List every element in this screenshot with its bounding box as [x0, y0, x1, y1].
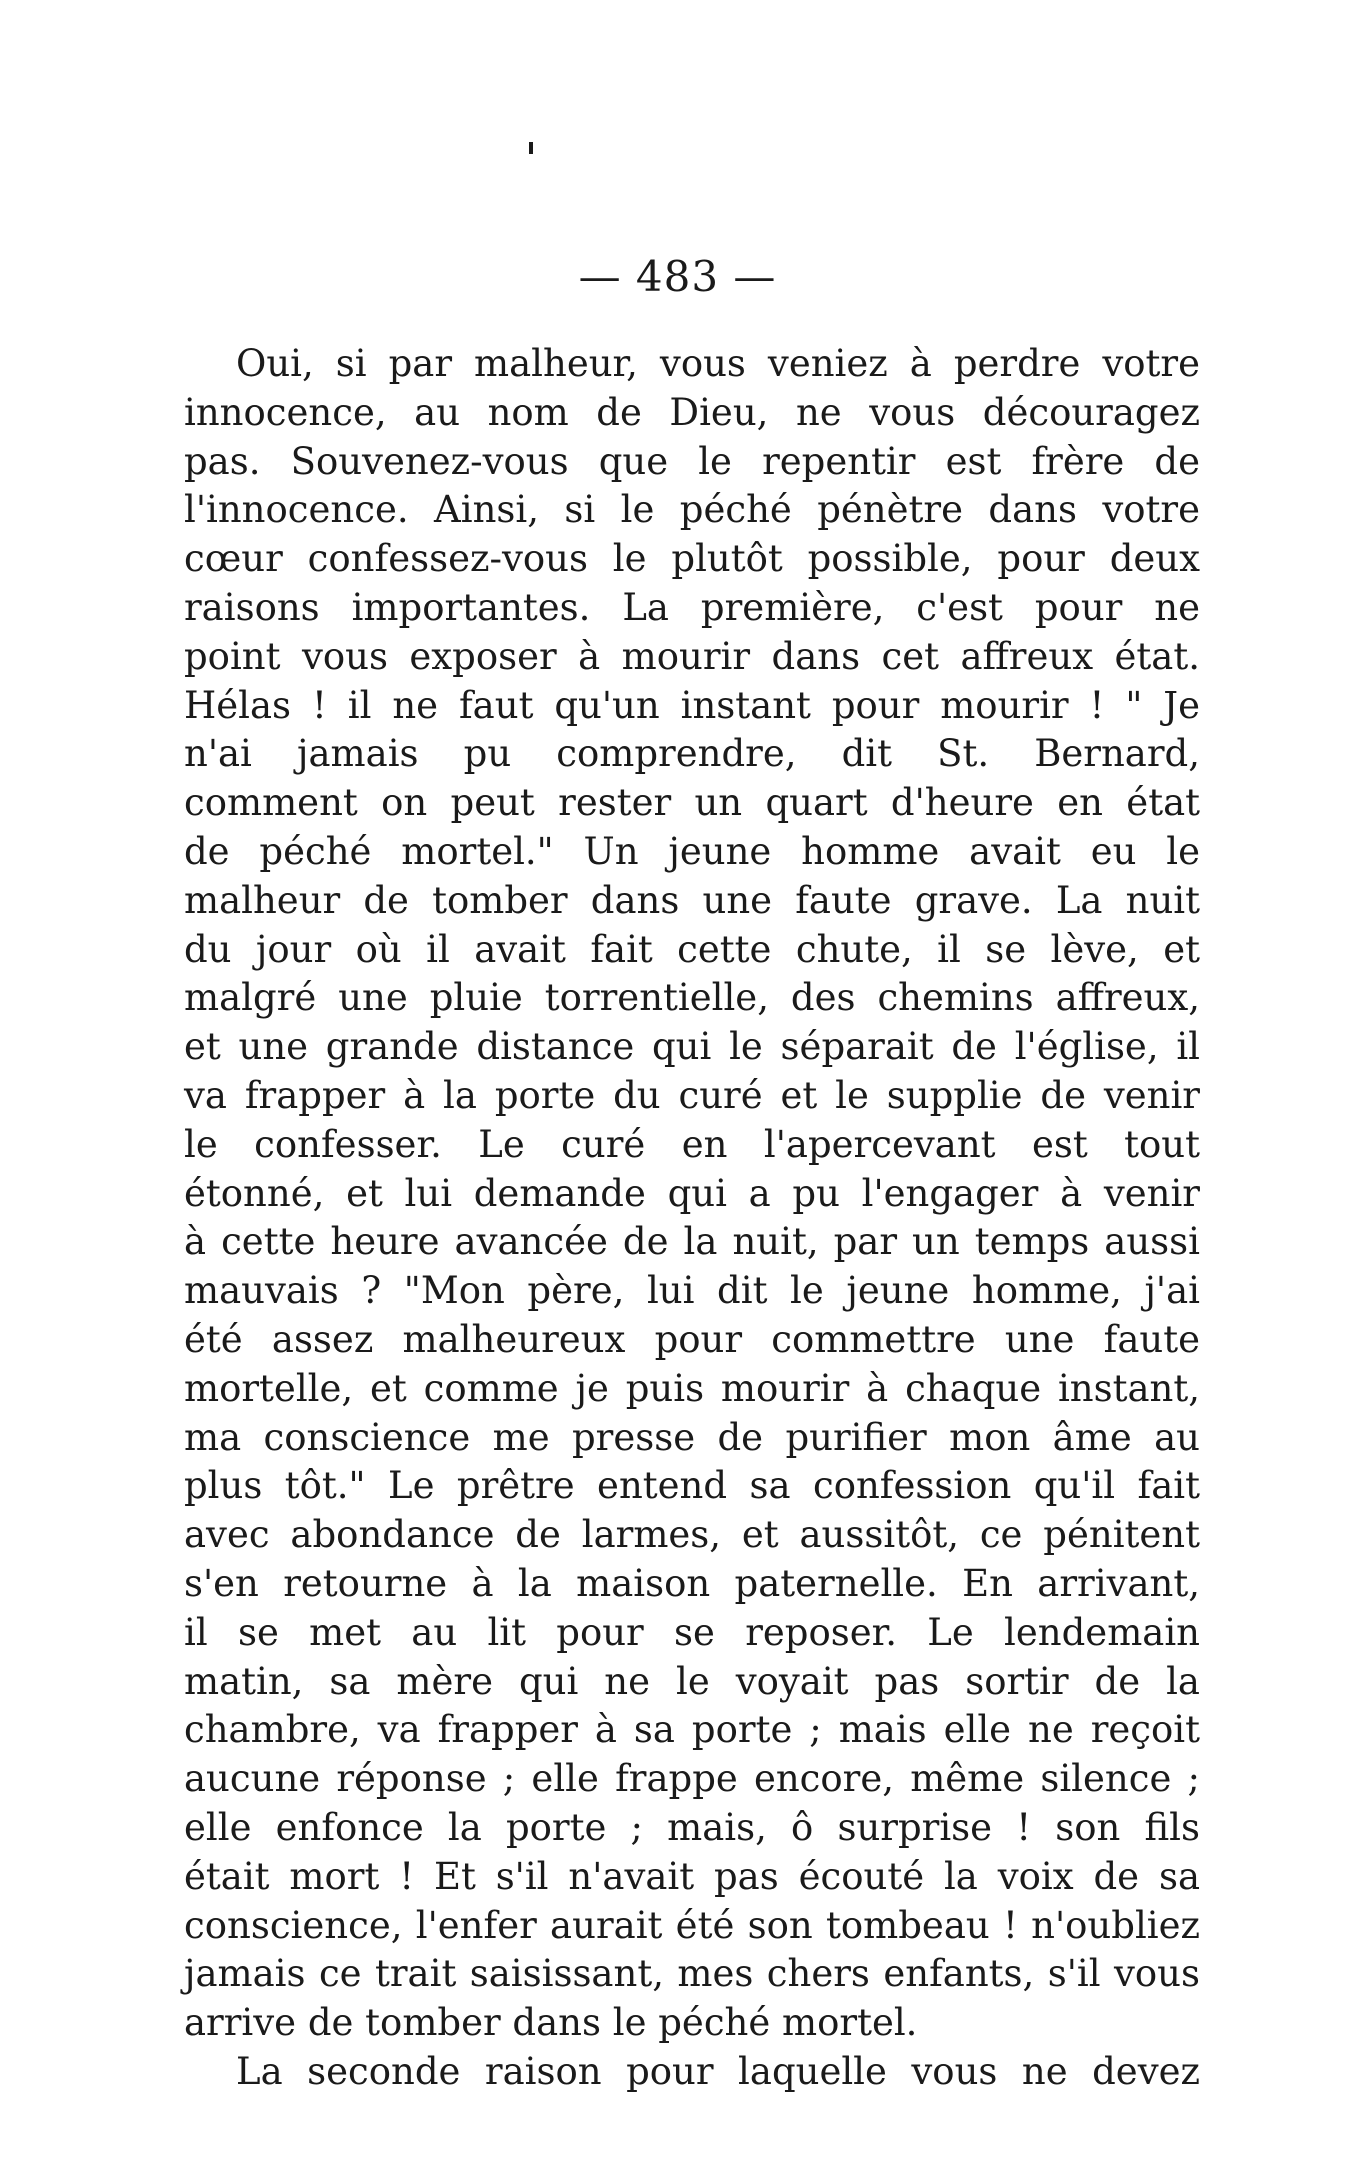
text-line: ma conscience me presse de purifier mon âme au	[184, 1415, 1200, 1459]
text-line: de péché mortel." Un jeune homme avait eu le	[184, 829, 1200, 873]
text-line: à cette heure avancée de la nuit, par un temps aussi	[184, 1220, 1200, 1264]
text-line: avec abondance de larmes, et aussitôt, ce pénitent	[184, 1513, 1200, 1557]
text-line: malgré une pluie torrentielle, des chemins affreux,	[184, 976, 1200, 1020]
text-line: elle enfonce la porte ; mais, ô surprise ! son fils	[184, 1805, 1200, 1849]
text-line: s'en retourne à la maison paternelle. En arrivant,	[184, 1561, 1200, 1605]
text-line: jamais ce trait saisissant, mes chers enfants, s'il vous	[184, 1952, 1200, 1996]
text-line: mortelle, et comme je puis mourir à chaque instant,	[184, 1366, 1200, 1410]
text-line: malheur de tomber dans une faute grave. La nuit	[184, 878, 1200, 922]
text-line: le confesser. Le curé en l'apercevant est tout	[184, 1122, 1200, 1166]
stray-mark	[529, 142, 533, 154]
text-line: va frapper à la porte du curé et le supplie de venir	[184, 1073, 1200, 1117]
text-line: aucune réponse ; elle frappe encore, même silence ;	[184, 1757, 1200, 1801]
text-line: étonné, et lui demande qui a pu l'engager à venir	[184, 1171, 1200, 1215]
text-line: innocence, au nom de Dieu, ne vous découragez	[184, 390, 1200, 434]
text-line: il se met au lit pour se reposer. Le lendemain	[184, 1610, 1200, 1654]
text-line: mauvais ? "Mon père, lui dit le jeune homme, j'ai	[184, 1269, 1200, 1313]
text-line: l'innocence. Ainsi, si le péché pénètre dans votre	[184, 488, 1200, 532]
text-line: et une grande distance qui le séparait de l'église, il	[184, 1025, 1200, 1069]
text-line: été assez malheureux pour commettre une faute	[184, 1317, 1200, 1361]
text-line: matin, sa mère qui ne le voyait pas sortir de la	[184, 1659, 1200, 1703]
text-line: Oui, si par malheur, vous veniez à perdre votre	[236, 342, 1200, 385]
body-text	[184, 340, 1200, 2097]
text-line: Hélas ! il ne faut qu'un instant pour mourir ! " Je	[184, 683, 1200, 727]
text-line: point vous exposer à mourir dans cet affreux état.	[184, 634, 1200, 678]
text-line: arrive de tomber dans le péché mortel.	[184, 2001, 918, 2045]
text-line: comment on peut rester un quart d'heure en état	[184, 781, 1200, 825]
text-line: raisons importantes. La première, c'est pour ne	[184, 585, 1200, 629]
text-line: n'ai jamais pu comprendre, dit St. Bernard,	[184, 732, 1200, 776]
text-line: La seconde raison pour laquelle vous ne devez	[236, 2049, 1200, 2093]
text-line: plus tôt." Le prêtre entend sa confession qu'il fait	[184, 1464, 1200, 1508]
text-line: pas. Souvenez-vous que le repentir est frère de	[184, 439, 1200, 483]
text-line: était mort ! Et s'il n'avait pas écouté la voix de sa	[184, 1854, 1200, 1898]
text-line: cœur confessez-vous le plutôt possible, pour deux	[184, 537, 1200, 581]
text-line: chambre, va frapper à sa porte ; mais elle ne reçoit	[184, 1708, 1200, 1752]
page-number: — 483 —	[578, 252, 777, 301]
text-line: conscience, l'enfer aurait été son tombeau ! n'oubliez	[184, 1903, 1200, 1947]
text-line: du jour où il avait fait cette chute, il se lève, et	[184, 927, 1200, 971]
